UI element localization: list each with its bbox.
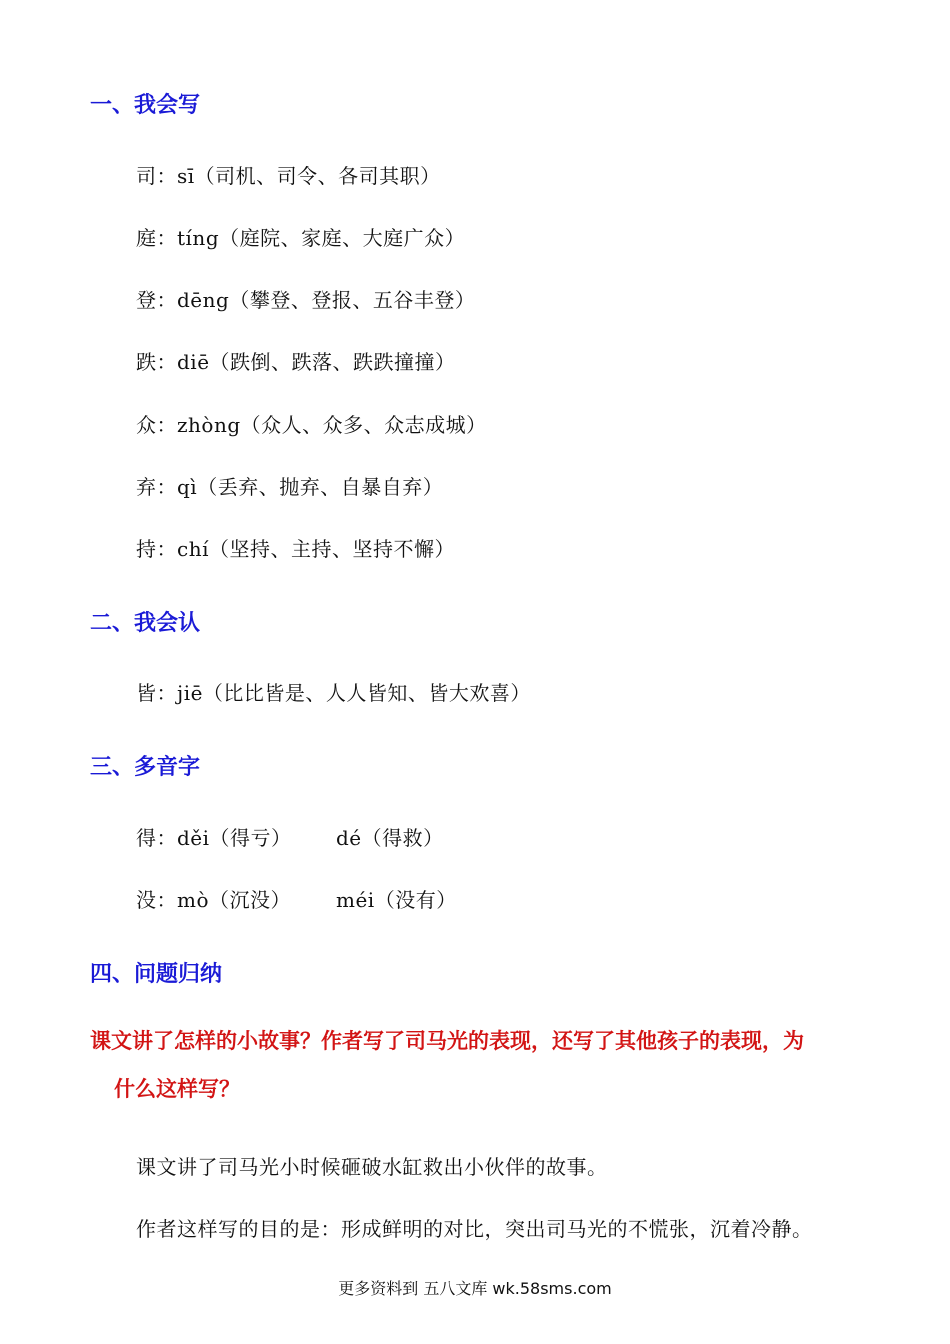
word-entry-ting: 庭：tíng（庭院、家庭、大庭广众） [136, 226, 466, 250]
summary-question-line1: 课文讲了怎样的小故事？作者写了司马光的表现，还写了其他孩子的表现，为 [90, 1029, 804, 1053]
section-heading-polyphonic: 三、多音字 [90, 755, 201, 780]
polyphonic-reading-mo: 没：mò（沉没） [136, 888, 292, 912]
polyphonic-entry-de [136, 822, 444, 851]
polyphonic-reading-de: dé（得救） [336, 826, 444, 850]
summary-answer-story: 课文讲了司马光小时候砸破水缸救出小伙伴的故事。 [136, 1155, 608, 1179]
polyphonic-reading-dei: 得：děi（得亏） [136, 826, 292, 850]
word-entry-si: 司：sī（司机、司令、各司其职） [136, 164, 441, 188]
word-entry-deng: 登：dēng（攀登、登报、五谷丰登） [136, 288, 476, 312]
summary-question-line2: 什么这样写？ [114, 1077, 240, 1101]
section-heading-recognize: 二、我会认 [90, 611, 201, 636]
section-heading-write: 一、我会写 [90, 93, 201, 118]
summary-answer-purpose: 作者这样写的目的是：形成鲜明的对比，突出司马光的不慌张，沉着冷静。 [136, 1217, 813, 1241]
word-entry-jie: 皆：jiē（比比皆是、人人皆知、皆大欢喜） [136, 681, 531, 705]
polyphonic-reading-mei: méi（没有） [336, 888, 457, 912]
word-entry-qi: 弃：qì（丢弃、抛弃、自暴自弃） [136, 475, 444, 499]
word-entry-die: 跌：diē（跌倒、跌落、跌跌撞撞） [136, 350, 456, 374]
page-footer: 更多资料到 五八文库 wk.58sms.com [338, 1279, 612, 1298]
section-heading-summary: 四、问题归纳 [90, 962, 223, 987]
word-entry-chi: 持：chí（坚持、主持、坚持不懈） [136, 537, 455, 561]
word-entry-zhong: 众：zhòng（众人、众多、众志成城） [136, 413, 487, 437]
polyphonic-entry-mei [136, 884, 457, 913]
summary-question [90, 1017, 870, 1113]
